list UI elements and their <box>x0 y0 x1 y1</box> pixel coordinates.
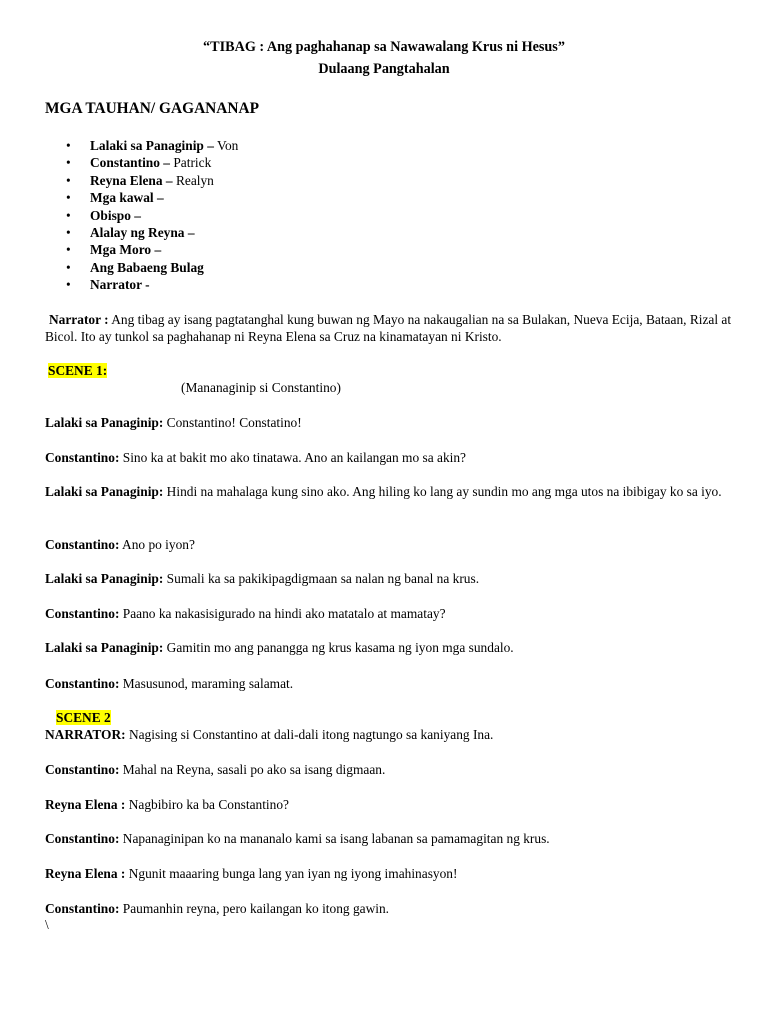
cast-list <box>66 137 238 294</box>
dialogue-speaker: Reyna Elena : <box>45 866 126 881</box>
cast-role: Lalaki sa Panaginip – <box>90 138 214 153</box>
cast-item <box>66 189 238 206</box>
dialogue-speaker: Constantino: <box>45 762 120 777</box>
dialogue-speaker: Constantino: <box>45 676 120 691</box>
dialogue-text: Ngunit maaaring bunga lang yan iyan ng iyong imahinasyon! <box>125 866 458 881</box>
bullet-icon: • <box>66 138 71 153</box>
dialogue-line <box>45 796 289 813</box>
dialogue-text: Paano ka nakasisigurado na hindi ako matatalo at mamatay? <box>119 606 446 621</box>
cast-heading: MGA TAUHAN/ GAGANANAP <box>45 100 260 117</box>
dialogue-text: Constantino! Constatino! <box>163 415 302 430</box>
cast-actor: Realyn <box>172 172 214 188</box>
dialogue-text: Nagising si Constantino at dali-dali itong nagtungo sa kaniyang Ina. <box>125 727 494 742</box>
play-title: “TIBAG : Ang paghahanap sa Nawawalang Krus ni Hesus” <box>203 39 565 55</box>
dialogue-speaker: Lalaki sa Panaginip: <box>45 571 164 586</box>
dialogue-text: Napanaginipan ko na mananalo kami sa isang labanan sa pamamagitan ng krus. <box>119 831 550 846</box>
cast-item <box>66 259 238 276</box>
dialogue-line <box>45 414 302 431</box>
dialogue-line <box>45 900 389 917</box>
bullet-icon: • <box>66 242 71 258</box>
bullet-icon: • <box>66 172 71 188</box>
dialogue-line <box>45 570 479 587</box>
cast-item <box>66 241 238 258</box>
dialogue-text: Ano po iyon? <box>119 537 195 552</box>
dialogue-line <box>45 761 385 778</box>
cast-role: Narrator - <box>90 277 150 293</box>
cast-item <box>66 154 238 171</box>
cast-item <box>66 137 238 154</box>
dialogue-line <box>45 865 457 882</box>
cast-role: Mga kawal – <box>90 190 164 206</box>
bullet-icon: • <box>66 190 71 206</box>
dialogue-line <box>45 830 550 847</box>
cast-role: Obispo – <box>90 207 141 223</box>
cast-role: Mga Moro – <box>90 242 162 258</box>
dialogue-text: Mahal na Reyna, sasali po ako sa isang digmaan. <box>119 762 386 777</box>
dialogue-line <box>45 726 493 743</box>
bullet-icon: • <box>66 277 71 293</box>
dialogue-line <box>45 536 195 553</box>
cast-item <box>66 172 238 189</box>
narrator-intro <box>45 311 735 346</box>
narrator-speaker: Narrator : <box>49 312 109 327</box>
dialogue-line <box>45 605 446 622</box>
dialogue-line <box>45 675 293 692</box>
bullet-icon: • <box>66 207 71 223</box>
dialogue-line <box>45 449 466 466</box>
dialogue-speaker: Lalaki sa Panaginip: <box>45 484 164 499</box>
cast-actor: Patrick <box>170 155 212 171</box>
bullet-icon: • <box>66 224 71 240</box>
dialogue-speaker: Constantino: <box>45 450 120 465</box>
cast-role: Constantino – <box>90 155 170 171</box>
dialogue-speaker: Lalaki sa Panaginip: <box>45 415 164 430</box>
dialogue-speaker: Reyna Elena : <box>45 797 126 812</box>
cast-item <box>66 276 238 293</box>
dialogue-speaker: Constantino: <box>45 537 120 552</box>
trailing-mark: \ <box>45 917 49 932</box>
cast-actor: Von <box>213 138 239 153</box>
dialogue-text: Masusunod, maraming salamat. <box>119 676 294 691</box>
dialogue-speaker: Constantino: <box>45 901 120 916</box>
dialogue-text: Sino ka at bakit mo ako tinatawa. Ano an kailangan mo sa akin? <box>119 450 467 465</box>
dialogue-text: Hindi na mahalaga kung sino ako. Ang hiling ko lang ay sundin mo ang mga utos na ibibigay ko sa iyo. <box>163 484 722 499</box>
dialogue-speaker: Lalaki sa Panaginip: <box>45 640 164 655</box>
cast-item <box>66 207 238 224</box>
bullet-icon: • <box>66 155 71 171</box>
cast-role: Ang Babaeng Bulag <box>90 259 204 275</box>
cast-role: Alalay ng Reyna – <box>90 224 195 240</box>
stage-direction: (Mananaginip si Constantino) <box>181 380 341 395</box>
play-subtitle: Dulaang Pangtahalan <box>318 61 450 77</box>
dialogue-text: Nagbibiro ka ba Constantino? <box>125 797 289 812</box>
dialogue-line <box>45 483 725 500</box>
dialogue-line <box>45 639 514 656</box>
dialogue-speaker: NARRATOR: <box>45 727 126 742</box>
dialogue-speaker: Constantino: <box>45 831 120 846</box>
cast-item <box>66 224 238 241</box>
dialogue-text: Sumali ka sa pakikipagdigmaan sa nalan ng banal na krus. <box>163 571 480 586</box>
dialogue-text: Gamitin mo ang panangga ng krus kasama ng iyon mga sundalo. <box>163 640 514 655</box>
cast-role: Reyna Elena – <box>90 172 173 188</box>
dialogue-speaker: Constantino: <box>45 606 120 621</box>
scene-2-label: SCENE 2 <box>56 710 111 725</box>
scene-1-label: SCENE 1: <box>48 363 108 378</box>
narrator-text: Ang tibag ay isang pagtatanghal kung buwan ng Mayo na nakaugalian na sa Bulakan, Nueva Ecija, Bataan, Rizal at Bicol. Ito ay tunkol sa paghahanap ni Reyna Elena sa Cruz na kinamatayan ni Kristo. <box>45 312 732 345</box>
bullet-icon: • <box>66 259 71 275</box>
dialogue-text: Paumanhin reyna, pero kailangan ko itong gawin. <box>119 901 390 916</box>
